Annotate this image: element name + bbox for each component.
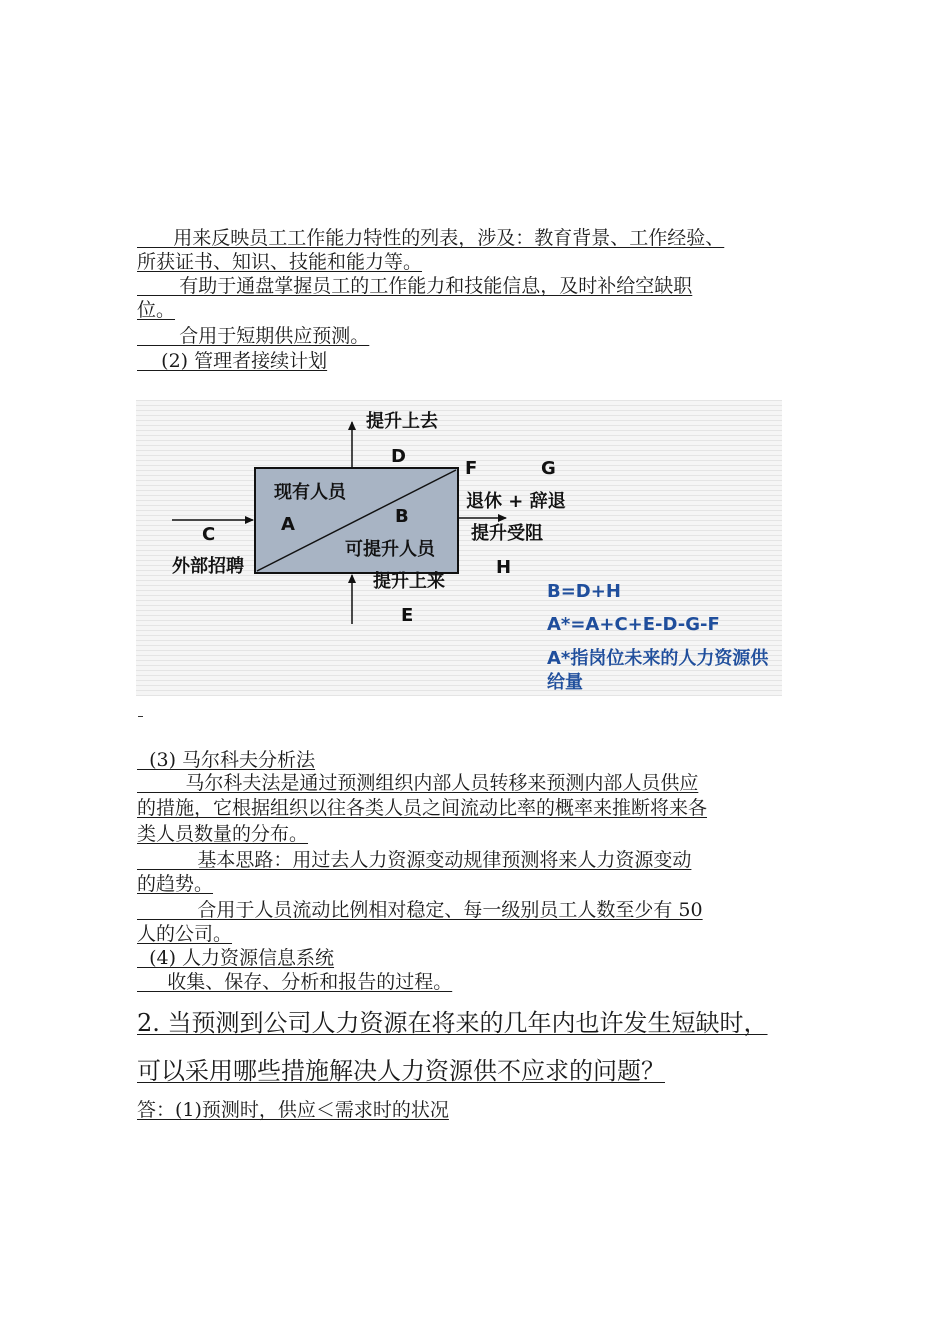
question-line: 2. 当预测到公司人力资源在将来的几年内也许发生短缺时， xyxy=(137,1009,768,1037)
divider-mark xyxy=(138,716,143,717)
label-f: F xyxy=(465,458,478,479)
label-g: G xyxy=(541,458,556,479)
label-current-staff: 现有人员 xyxy=(274,482,346,503)
text-line: 合用于短期供应预测。 xyxy=(137,325,370,347)
text-line: 人的公司。 xyxy=(137,923,233,945)
label-promote-in: 提升上来 xyxy=(373,571,445,592)
answer-line: 答：(1)预测时，供应＜需求时的状况 xyxy=(137,1099,449,1121)
label-promotable: 可提升人员 xyxy=(345,539,435,560)
formula-note-line2: 给量 xyxy=(547,672,583,693)
text-line: 位。 xyxy=(137,299,176,321)
label-a: A xyxy=(281,514,295,535)
text-line: 的趋势。 xyxy=(137,873,214,895)
label-retire-quit: 退休 + 辞退 xyxy=(466,491,566,512)
label-c: C xyxy=(202,524,216,545)
text-line: 类人员数量的分布。 xyxy=(137,823,309,845)
text-line: 有助于通盘掌握员工的工作能力和技能信息，及时补给空缺职 xyxy=(137,275,693,297)
text-line: 收集、保存、分析和报告的过程。 xyxy=(137,971,453,993)
section-heading: (3) 马尔科夫分析法 xyxy=(137,749,316,771)
text-line: 基本思路：用过去人力资源变动规律预测将来人力资源变动 xyxy=(137,849,692,871)
section-heading: (2) 管理者接续计划 xyxy=(137,350,328,372)
label-b: B xyxy=(395,506,409,527)
text-line: 马尔科夫法是通过预测组织内部人员转移来预测内部人员供应 xyxy=(137,772,699,794)
label-d: D xyxy=(391,446,406,467)
label-blocked: 提升受阻 xyxy=(471,523,543,544)
label-promote-up: 提升上去 xyxy=(366,411,438,432)
question-line: 可以采用哪些措施解决人力资源供不应求的问题？ xyxy=(137,1057,665,1085)
formula-b: B=D+H xyxy=(547,581,621,602)
formula-note-line1: A*指岗位未来的人力资源供 xyxy=(547,648,769,669)
label-h: H xyxy=(496,557,512,578)
text-line: 合用于人员流动比例相对稳定、每一级别员工人数至少有 50 xyxy=(137,899,703,921)
text-line: 的措施，它根据组织以往各类人员之间流动比率的概率来推断将来各 xyxy=(137,797,708,819)
label-external: 外部招聘 xyxy=(172,556,244,577)
succession-diagram xyxy=(136,400,782,696)
text-line: 用来反映员工工作能力特性的列表，涉及：教育背景、工作经验、 xyxy=(137,227,725,249)
section-heading: (4) 人力资源信息系统 xyxy=(137,947,335,969)
formula-a-star: A*=A+C+E-D-G-F xyxy=(547,614,720,635)
text-line: 所获证书、知识、技能和能力等。 xyxy=(137,251,423,273)
label-e: E xyxy=(401,605,414,626)
